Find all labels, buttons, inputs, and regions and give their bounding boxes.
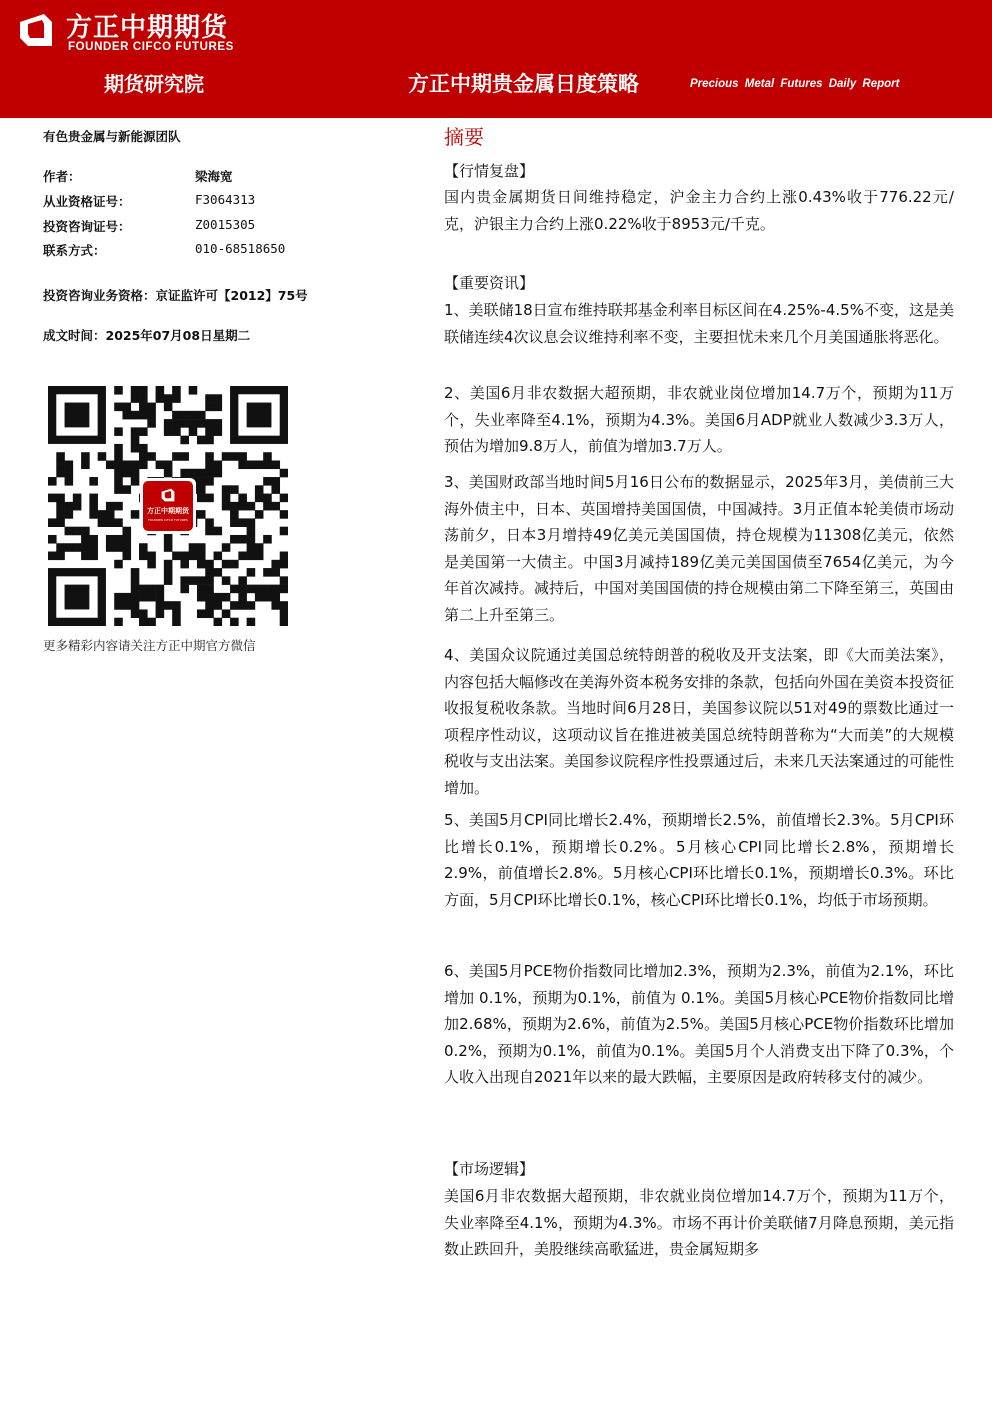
report-title-en: Precious Metal Futures Daily Report [690, 78, 900, 90]
report-header [0, 0, 992, 118]
consult-row [43, 217, 256, 235]
qr-center-text: 方正中期期货 [147, 507, 189, 515]
abstract-title: 摘要 [444, 125, 484, 149]
author-row [43, 167, 233, 185]
logo-text-en: FOUNDER CIFCO FUTURES [68, 41, 234, 53]
market-review-heading: 【行情复盘】 [444, 162, 535, 180]
cert-label: 从业资格证号： [43, 194, 131, 209]
team-name: 有色贵金属与新能源团队 [43, 129, 181, 144]
report-date: 成文时间：2025年07月08日星期二 [43, 328, 251, 343]
company-logo-icon [16, 10, 56, 50]
news-item-5: 5、美国5月CPI同比增长2.4%，预期增长2.5%，前值增长2.3%。5月CPI环比增长0.1%，预期增长0.2%。5月核心CPI同比增长2.8%，预期增长2.9%，前值增长2.8%。5月核心CPI环比增长0.1%，预期增长0.3%。环比方面，5月CPI环比增长0.1%，核心CPI环比增长0.1%，均低于市场预期。 [444, 811, 954, 909]
news-heading: 【重要资讯】 [444, 274, 535, 292]
news-item-6: 6、美国5月PCE物价指数同比增加2.3%，预期为2.3%，前值为2.1%，环比增加 0.1%，预期为0.1%，前值为 0.1%。美国5月核心PCE物价指数同比增加2.68%，预期为2.6%，前值为2.5%。美国5月核心PCE物价指数环比增加0.2%，预期为0.1%，前值为0.1%。美国5月个人消费支出下降了0.3%，个人收入出现自2021年以来的最大跌幅，主要原因是政府转移支付的减少。 [444, 962, 954, 1087]
author-label: 作者： [43, 169, 81, 184]
qr-center-logo [140, 478, 196, 534]
author-value: 梁海宽 [195, 169, 233, 184]
news-item-4: 4、美国众议院通过美国总统特朗普的税收及开支法案，即《大而美法案》，内容包括大幅修改在美海外资本税务安排的条款，包括向外国在美资本投资征收报复税收条款。当地时间6月28日，美国参议院以51对49的票数比通过一项程序性动议，这项动议旨在推进被美国总统特朗普称为“大而美”的大规模税收与支出法案。美国参议院程序性投票通过后，未来几天法案通过的可能性增加。 [444, 646, 955, 797]
department-label: 期货研究院 [104, 72, 204, 96]
contact-value: 010-68518650 [195, 241, 286, 256]
qr-center-sub: FOUNDER CIFCO FUTURES [148, 518, 188, 522]
logic-text: 美国6月非农数据大超预期，非农就业岗位增加14.7万个，预期为11万个，失业率降至4.1%，预期为4.3%。市场不再计价美联储7月降息预期，美元指数止跌回升，美股继续高歌猛进，贵金属短期多 [444, 1187, 954, 1259]
report-title: 方正中期贵金属日度策略 [408, 72, 639, 96]
news-item-2: 2、美国6月非农数据大超预期，非农就业岗位增加14.7万个，预期为11万个，失业率降至4.1%，预期为4.3%。美国6月ADP就业人数减少3.3万人，预估为增加9.8万人，前值为增加3.7万人。 [444, 384, 954, 456]
contact-label: 联系方式： [43, 243, 106, 258]
cert-value: F3064313 [195, 192, 256, 207]
qr-caption: 更多精彩内容请关注方正中期官方微信 [43, 638, 256, 653]
logo-text-cn: 方正中期期货 [66, 13, 229, 43]
qr-logo-mark-icon [160, 487, 176, 503]
consult-label: 投资咨询证号： [43, 219, 131, 234]
news-item-3: 3、美国财政部当地时间5月16日公布的数据显示，2025年3月，美债前三大海外债主中，日本、英国增持美国国债，中国减持。3月正值本轮美债市场动荡前夕，日本3月增持49亿美元美国国债，持仓规模为11308亿美元，依然是美国第一大债主。中国3月减持189亿美元美国国债至7654亿美元，为今年首次减持。减持后，中国对美国国债的持仓规模由第二下降至第三，英国由第二上升至第三。 [444, 473, 955, 624]
license-info: 投资咨询业务资格：京证监许可【2012】75号 [43, 288, 308, 303]
wechat-qr-code [48, 386, 288, 626]
news-item-1: 1、美联储18日宣布维持联邦基金利率目标区间在4.25%-4.5%不变，这是美联储连续4次议息会议维持利率不变，主要担忧未来几个月美国通胀将恶化。 [444, 301, 954, 346]
logic-heading: 【市场逻辑】 [444, 1160, 535, 1178]
market-review-text: 国内贵金属期货日间维持稳定，沪金主力合约上涨0.43%收于776.22元/克，沪银主力合约上涨0.22%收于8953元/千克。 [444, 188, 954, 233]
cert-row [43, 192, 256, 210]
consult-value: Z0015305 [195, 217, 256, 232]
contact-row [43, 241, 286, 259]
